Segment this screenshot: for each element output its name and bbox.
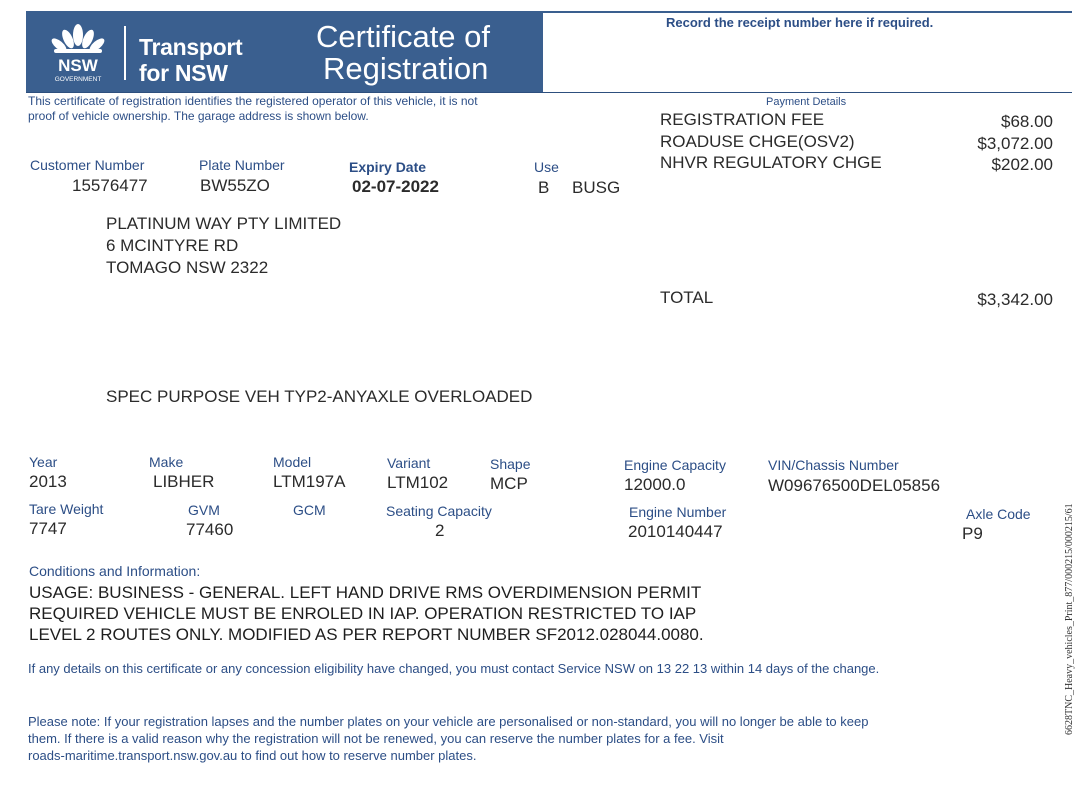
year-value: 2013 (29, 472, 67, 491)
engine-capacity-value: 12000.0 (624, 475, 686, 494)
agency-name-line2: for NSW (139, 60, 228, 86)
gcm-label: GCM (293, 502, 326, 518)
year-label: Year (29, 454, 58, 470)
plate-number-label: Plate Number (199, 157, 285, 173)
seating-capacity-label: Seating Capacity (386, 503, 492, 519)
conditions-line2: REQUIRED VEHICLE MUST BE ENROLED IN IAP. OPERATION RESTRICTED TO IAP (29, 604, 697, 623)
model-value: LTM197A (273, 472, 346, 491)
payment-item-label: ROADUSE CHGE(OSV2) (660, 132, 855, 151)
please-note-line1: Please note: If your registration lapses and the number plates on your vehicle are personalised or non-standard, you will no longer be able to keep (28, 714, 869, 729)
intro-text (28, 94, 478, 124)
payment-item-label: NHVR REGULATORY CHGE (660, 153, 882, 172)
customer-number-value: 15576477 (72, 176, 148, 195)
model-label: Model (273, 454, 312, 470)
intro-line2: proof of vehicle ownership. The garage address is shown below. (28, 109, 369, 123)
axle-code-value: P9 (962, 524, 983, 543)
gvm-value: 77460 (186, 520, 234, 539)
print-reference-code: 6628TNC_Heavy_vehicles_Print_877/000215/000215/61 (1064, 503, 1075, 735)
expiry-date-value: 02-07-2022 (352, 177, 439, 196)
conditions-label: Conditions and Information: (29, 563, 201, 579)
header-bottom-rule (26, 92, 1072, 93)
make-value: LIBHER (153, 472, 215, 491)
shape-label: Shape (490, 456, 531, 472)
government-logo-text: GOVERNMENT (54, 76, 102, 83)
nsw-logo-text: NSW (58, 56, 98, 75)
payment-details-title: Payment Details (766, 96, 847, 108)
please-note (28, 713, 868, 764)
plate-number-value: BW55ZO (200, 176, 270, 195)
seating-capacity-value: 2 (435, 521, 445, 540)
receipt-note: Record the receipt number here if required. (666, 15, 934, 30)
gvm-label: GVM (188, 502, 220, 518)
payment-total-label: TOTAL (660, 288, 714, 307)
variant-value: LTM102 (387, 473, 449, 492)
change-of-details-note: If any details on this certificate or any concession eligibility have changed, you must contact Service NSW on 13 22 13 within 14 days of the change. (28, 661, 880, 676)
conditions-line1: USAGE: BUSINESS - GENERAL. LEFT HAND DRIVE RMS OVERDIMENSION PERMIT (29, 583, 702, 602)
certificate-title-line1: Certificate of (316, 19, 491, 54)
address-line3: TOMAGO NSW 2322 (106, 258, 269, 277)
payment-item-amount: $202.00 (991, 155, 1053, 174)
expiry-date-label: Expiry Date (349, 159, 427, 175)
use-code-value: B (538, 178, 550, 197)
address-line2: 6 MCINTYRE RD (106, 236, 239, 255)
payment-item-amount: $68.00 (1001, 112, 1053, 131)
payment-item-amount: $3,072.00 (977, 134, 1053, 153)
axle-code-label: Axle Code (966, 506, 1031, 522)
vehicle-type-description: SPEC PURPOSE VEH TYP2-ANYAXLE OVERLOADED (106, 387, 533, 406)
waratah-icon (44, 18, 112, 84)
address-line1: PLATINUM WAY PTY LIMITED (106, 214, 342, 233)
make-label: Make (149, 454, 184, 470)
engine-capacity-label: Engine Capacity (624, 457, 726, 473)
nsw-waratah-logo (44, 18, 112, 84)
agency-name-line1: Transport (139, 34, 243, 60)
use-description-value: BUSG (572, 178, 621, 197)
tare-weight-label: Tare Weight (29, 501, 104, 517)
please-note-line2: them. If there is a valid reason why the registration will not be renewed, you can reserve the number plates for a fee. Visit (28, 731, 724, 746)
payment-total-amount: $3,342.00 (977, 290, 1053, 309)
vin-value: W09676500DEL05856 (768, 476, 941, 495)
engine-number-value: 2010140447 (628, 522, 723, 541)
payment-item-label: REGISTRATION FEE (660, 110, 825, 129)
shape-value: MCP (490, 474, 528, 493)
please-note-line3: roads-maritime.transport.nsw.gov.au to find out how to reserve number plates. (28, 748, 477, 763)
intro-line1: This certificate of registration identifies the registered operator of this vehicle, it is not (28, 94, 478, 108)
use-label: Use (534, 159, 559, 175)
vin-label: VIN/Chassis Number (768, 457, 899, 473)
logo-divider (124, 26, 126, 80)
tare-weight-value: 7747 (29, 519, 67, 538)
customer-number-label: Customer Number (30, 157, 145, 173)
variant-label: Variant (387, 455, 431, 471)
certificate-title-line2: Registration (323, 51, 489, 86)
conditions-line3: LEVEL 2 ROUTES ONLY. MODIFIED AS PER REPORT NUMBER SF2012.028044.0080. (29, 625, 704, 644)
conditions-text (29, 582, 704, 645)
engine-number-label: Engine Number (629, 504, 727, 520)
